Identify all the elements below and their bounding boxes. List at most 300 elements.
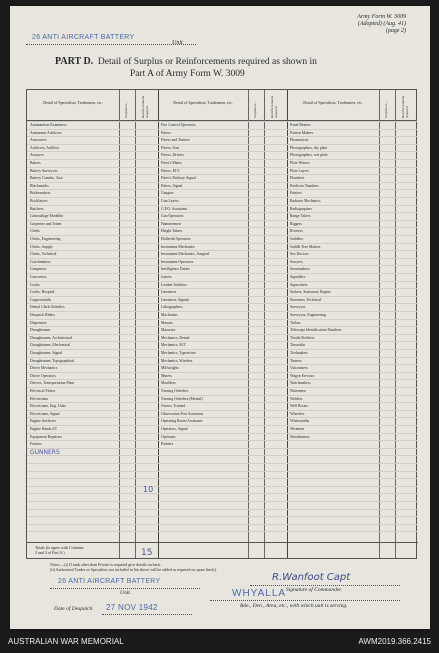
table-row (287, 493, 418, 501)
commander-signature: R.Wanfoot Capt (272, 572, 351, 583)
specialist-name: Electrical Fitters (30, 389, 56, 393)
table-row (287, 220, 418, 228)
table-row (158, 440, 289, 448)
specialist-name: Signwriters (290, 282, 308, 287)
table-row (27, 463, 158, 471)
table-row (27, 151, 158, 159)
table-row (158, 265, 289, 273)
reinf-header-1: Reinforcements required (141, 95, 149, 118)
specialist-name: Photographers, dry plate (290, 145, 328, 150)
table-row (158, 334, 289, 342)
table-row (158, 433, 289, 441)
specialist-name: Artificers, Artillery (30, 145, 60, 150)
specialists-table (26, 89, 417, 559)
specialist-name: Painters (161, 442, 174, 447)
specialist-name: Joiners (161, 275, 172, 279)
table-row (27, 448, 158, 456)
table-row (287, 265, 418, 273)
specialist-name: Draughtsmen, Architectural (30, 335, 73, 340)
specialist-name: Masseurs (161, 328, 176, 333)
specialist-name: Photographers, wet plate (290, 153, 328, 158)
table-row (27, 387, 158, 395)
table-row (27, 220, 158, 228)
table-row (287, 151, 418, 159)
table-row (287, 349, 418, 357)
specialist-name: Storemen, Technical (290, 297, 322, 302)
specialist-name: Despatch Riders (30, 313, 55, 317)
specialist-name: Clerks, Supply (30, 244, 53, 249)
table-row (158, 372, 289, 380)
specialist-name: Masons (161, 320, 173, 325)
gunners-count: 10 (143, 485, 154, 494)
specialist-name: Linesmen, Signals (161, 297, 190, 302)
table-row (287, 471, 418, 479)
table-row (27, 281, 158, 289)
table-row (158, 212, 289, 220)
table-row (287, 455, 418, 463)
table-row (287, 205, 418, 213)
table-row (158, 387, 289, 395)
table-row (27, 501, 158, 509)
specialist-name: Carpenter and Joiner (30, 221, 62, 226)
table-row (287, 144, 418, 152)
specialist-name: Welders (290, 396, 303, 401)
table-row (287, 440, 418, 448)
specialist-name: Tailors (290, 320, 301, 325)
table-row (27, 341, 158, 349)
table-row (287, 516, 418, 524)
specialist-name: Hollerith Operators (161, 237, 191, 241)
specialist-name: Fitters, M.V. (161, 168, 181, 173)
table-row (287, 417, 418, 425)
specialist-name: Plate Writers (290, 161, 310, 165)
table-row (287, 121, 418, 129)
specialist-name: Millwrights (161, 366, 179, 371)
specialist-name: Cooks (30, 282, 40, 287)
specialist-name: Armourers (30, 138, 47, 143)
table-row (158, 258, 289, 266)
table-row (27, 311, 158, 319)
specialist-name: Textile Refitters (290, 335, 315, 340)
table-row (287, 463, 418, 471)
specialist-name: Fitters, Signal (161, 183, 183, 188)
table-row (287, 243, 418, 251)
specialist-name: Saddlers (290, 237, 304, 241)
table-row (27, 364, 158, 372)
specialist-name: Operators, Signal (161, 427, 188, 431)
table-row (158, 129, 289, 137)
table-row (158, 364, 289, 372)
specialist-name: Engine Artificers (30, 419, 57, 424)
specialist-name: Assayers (30, 153, 44, 158)
specialist-name: Electricians (30, 396, 48, 401)
table-row (287, 379, 418, 387)
specialist-name: Engine Hands I/C (30, 427, 58, 431)
detail-header-1: Detail of Specialists, Tradesmen, etc. (43, 100, 103, 105)
specialist-name: Mechanics, Typewriter (161, 351, 196, 355)
specialist-name: Hammermen (161, 221, 181, 226)
table-row (158, 516, 289, 524)
specialist-name: Bakers (30, 161, 41, 165)
specialist-name: Wheelers (290, 411, 305, 416)
unit-stamp: 26 ANTI AIRCRAFT BATTERY (32, 34, 135, 41)
specialist-name: Range Takers (290, 214, 311, 219)
table-row (287, 478, 418, 486)
specialist-name: Instrument Mechanics, Surgical (161, 252, 210, 257)
table-row (27, 357, 158, 365)
specialist-name: Fitter's Railway Signal (161, 176, 196, 181)
table-row (27, 493, 158, 501)
specialist-name: Dispensers (30, 320, 47, 325)
table-row (27, 235, 158, 243)
table-row (287, 501, 418, 509)
table-row (287, 433, 418, 441)
table-row (27, 524, 158, 532)
table-row (158, 167, 289, 175)
specialist-name: Battery Comdrs. Asst. (30, 176, 64, 181)
specialist-name: Tinsmiths (290, 343, 306, 348)
specialist-name: Nursing Orderlies (161, 389, 189, 393)
table-row (27, 182, 158, 190)
specialist-name: Cooks, Hospital (30, 290, 55, 295)
bottom-unit-stamp: 26 ANTI AIRCRAFT BATTERY (58, 578, 161, 585)
specialist-name: Intelligence Duties (161, 267, 190, 272)
table-row (287, 395, 418, 403)
specialist-name: Coachmakers (30, 259, 51, 264)
table-row (287, 273, 418, 281)
table-row (158, 281, 289, 289)
specialist-name: Draughtsmen (30, 328, 51, 333)
specialist-name: Clerks, Engineering (30, 237, 61, 241)
table-row (158, 174, 289, 182)
table-row (158, 326, 289, 334)
specialist-name: Instrument Mechanics (161, 244, 195, 249)
table-row (158, 493, 289, 501)
table-row (27, 167, 158, 175)
specialist-name: Saddle Tree Makers (290, 244, 321, 249)
table-row (158, 524, 289, 532)
table-row (158, 395, 289, 403)
specialist-name: Riggers (290, 221, 302, 226)
signature-label: Signature of Commander. (286, 587, 343, 593)
specialist-name: Dental Clerk Orderlies (30, 305, 65, 310)
specialist-name: Linesmen (161, 290, 176, 295)
table-row (27, 471, 158, 479)
table-row (287, 212, 418, 220)
specialist-name: Watermen (290, 389, 306, 393)
table-row (287, 357, 418, 365)
table-row (158, 455, 289, 463)
area-label: Bde., Den., Area, etc., with which unit is serving. (240, 603, 348, 609)
reinf-header-3: Reinforcements required (401, 95, 409, 118)
table-row (287, 531, 418, 539)
table-row (27, 136, 158, 144)
specialist-name: Instrument Operators (161, 259, 194, 264)
table-row (27, 121, 158, 129)
form-reference: Army Form W. 3009 (Adopted) (Aug. 41) (page 2) (357, 14, 406, 34)
table-row (158, 357, 289, 365)
table-row (27, 197, 158, 205)
table-row (158, 531, 289, 539)
table-row (27, 227, 158, 235)
table-row (287, 334, 418, 342)
specialist-name: Height Takers (161, 229, 183, 234)
table-row (158, 478, 289, 486)
table-row (158, 205, 289, 213)
form-notes: Notes.—(i) If rank other than Private is required give details on back. (ii) Authorized Trades or Specialists not included in list above will be added as required on spare line(s). (50, 562, 218, 572)
specialist-name: Stonemakers (290, 267, 310, 272)
table-row (158, 471, 289, 479)
area-stamp: WHYALLA (232, 588, 287, 599)
specialist-name: Mechanics, Dental (161, 335, 190, 340)
specialist-name: Equipment Repairers (30, 434, 63, 439)
table-row (27, 296, 158, 304)
table-row (158, 410, 289, 418)
table-row (287, 129, 418, 137)
table-row (27, 273, 158, 281)
specialist-name: Lithographers (161, 305, 183, 310)
specialist-name: Telescope Identification Numbers (290, 328, 342, 333)
specialist-name: Clerks, Technical (30, 252, 57, 257)
specialist-name: Fitters (161, 130, 171, 135)
table-row (158, 220, 289, 228)
table-row (287, 281, 418, 289)
table-row (27, 486, 158, 494)
specialist-name: Boilermakers (30, 191, 51, 196)
table-row (287, 227, 418, 235)
specialist-name: Driver Operators (30, 373, 56, 378)
specialist-name: Nurses, Trained (161, 404, 186, 409)
specialist-name: G.P.O. Assistants (161, 206, 188, 211)
table-row (27, 243, 158, 251)
table-row (287, 341, 418, 349)
specialist-name: Concreters (30, 275, 47, 279)
table-row (158, 288, 289, 296)
specialist-name: GUNNERS (30, 448, 60, 456)
table-row (287, 258, 418, 266)
table-row (27, 319, 158, 327)
table-row (287, 402, 418, 410)
specialist-name: Panel Beaters (290, 123, 311, 127)
table-row (27, 349, 158, 357)
specialist-name: Miners (161, 373, 172, 378)
specialist-name: Plate Layers (290, 168, 309, 173)
table-row (287, 288, 418, 296)
surplus-header-3: Surplus to... (384, 101, 388, 118)
table-row (158, 486, 289, 494)
caption-right: AWM2019.366.2415 (358, 637, 431, 646)
specialist-name: Fitters, Gun (161, 145, 180, 150)
table-row (158, 509, 289, 517)
table-row (27, 288, 158, 296)
specialist-name: Gun Operators (161, 214, 184, 219)
specialist-name: Gun Layers (161, 199, 179, 203)
table-row (158, 235, 289, 243)
table-row (158, 159, 289, 167)
table-row (287, 509, 418, 517)
table-row (27, 144, 158, 152)
specialist-name: Pharmacists (290, 138, 309, 143)
table-row (27, 410, 158, 418)
table-row (27, 250, 158, 258)
table-row (27, 433, 158, 441)
table-row (27, 417, 158, 425)
specialist-name: Blacksmiths (30, 183, 49, 188)
specialist-name: Driver Mechanics (30, 366, 58, 371)
table-row (27, 425, 158, 433)
table-row (158, 341, 289, 349)
table-row (287, 303, 418, 311)
form-title: PART D. Detail of Surplus or Reinforcements required as shown in (55, 56, 317, 67)
table-row (158, 136, 289, 144)
table-row (27, 395, 158, 403)
specialist-name: Butchers (30, 206, 44, 211)
table-row (158, 402, 289, 410)
specialist-name: Electricians, Signal (30, 411, 60, 416)
specialist-name: Camouflage Modeller (30, 214, 64, 219)
table-row (287, 311, 418, 319)
form-page (10, 6, 430, 629)
table-row (158, 425, 289, 433)
specialist-name: Plumbers (290, 176, 305, 181)
specialist-name: Nursing Orderlies (Mental) (161, 396, 203, 401)
table-row (27, 205, 158, 213)
specialist-name: Opticians (161, 434, 176, 439)
specialist-name: Draughtsmen, Signal (30, 351, 63, 355)
specialist-name: Clerks (30, 229, 40, 234)
table-row (158, 417, 289, 425)
caption-left: AUSTRALIAN WAR MEMORIAL (8, 637, 124, 646)
table-row (287, 235, 418, 243)
table-row (158, 501, 289, 509)
specialist-name: Predictor Numbers (290, 183, 319, 188)
table-row (158, 121, 289, 129)
table-row (287, 136, 418, 144)
table-row (287, 159, 418, 167)
table-row (27, 265, 158, 273)
table-row (27, 258, 158, 266)
specialist-name: Draughtsmen, Mechanical (30, 343, 71, 348)
table-row (287, 326, 418, 334)
specialist-name: Operating Room Assistants (161, 419, 203, 424)
specialist-name: Watchmakers (290, 381, 311, 386)
specialist-name: Wagon Erectors (290, 373, 315, 378)
specialist-name: Printers (290, 191, 302, 196)
table-row (287, 448, 418, 456)
table-row (158, 227, 289, 235)
table-row (287, 372, 418, 380)
detail-header-2: Detail of Specialists, Tradesmen, etc. (173, 100, 233, 105)
table-row (27, 455, 158, 463)
specialist-name: Mechanics, Wireless (161, 358, 193, 363)
table-row (287, 182, 418, 190)
specialist-name: Mechanics, M.T. (161, 343, 187, 348)
specialist-name: Drivers, Transportation Plant (30, 381, 75, 386)
specialist-name: Woodturners (290, 434, 310, 439)
specialist-name: Computers (30, 267, 47, 272)
specialist-name: Gaugers (161, 191, 174, 196)
table-row (287, 387, 418, 395)
specialist-name: Coppersmiths (30, 297, 52, 302)
table-row (27, 531, 158, 539)
surplus-header-2: Surplus to... (253, 101, 257, 118)
table-row (287, 319, 418, 327)
specialist-name: Farriers (30, 442, 42, 447)
specialist-name: Sawyers (290, 259, 303, 264)
table-row (287, 425, 418, 433)
table-row (158, 243, 289, 251)
unit-label: Unit (172, 40, 183, 46)
table-row (27, 334, 158, 342)
detail-header-3: Detail of Specialists, Tradesmen, etc. (303, 100, 363, 105)
table-row (158, 197, 289, 205)
specialist-name: Stokers, Stationary Engine (290, 290, 331, 295)
specialist-name: Turners (290, 358, 302, 363)
specialist-name: Bricklayers (30, 199, 48, 203)
table-row (27, 478, 158, 486)
table-row (287, 250, 418, 258)
table-row (287, 524, 418, 532)
table-row (27, 189, 158, 197)
table-row (27, 129, 158, 137)
table-row (158, 182, 289, 190)
date-label: Date of Despatch (54, 606, 93, 612)
table-row (27, 159, 158, 167)
table-row (158, 319, 289, 327)
specialist-name: Radiographers (290, 206, 313, 211)
table-row (158, 448, 289, 456)
specialist-name: Electricians, Eng. Units (30, 404, 67, 409)
table-row (27, 402, 158, 410)
table-row (287, 486, 418, 494)
totals-label: Totals (to agree with Columns 2 and 4 of Part A.) (35, 545, 84, 555)
specialist-name: Well Borers (290, 404, 309, 409)
table-row (287, 296, 418, 304)
specialist-name: Wiremen (290, 427, 304, 431)
specialist-name: Leather Stitchers (161, 282, 187, 287)
specialist-name: Fitters and Turners (161, 138, 190, 143)
form-subtitle: Part A of Army Form W. 3009 (130, 69, 245, 79)
specialist-name: Armament Artificers (30, 130, 62, 135)
specialist-name: Draughtsmen, Topographical (30, 358, 75, 363)
table-row (158, 379, 289, 387)
despatch-date: 27 NOV 1942 (106, 603, 158, 612)
surplus-header-1: Surplus to... (124, 101, 128, 118)
reinf-header-2: Reinforcements required (270, 95, 278, 118)
table-row (27, 509, 158, 517)
totals-value: 15 (141, 548, 153, 558)
specialist-name: Machinists (161, 313, 178, 317)
specialist-name: Fitters, Drivers (161, 153, 184, 158)
table-row (287, 189, 418, 197)
specialist-name: Toolmakers (290, 351, 308, 355)
specialist-name: Surveyors (290, 305, 306, 310)
table-row (27, 379, 158, 387)
specialist-name: Vulcanisers (290, 366, 308, 371)
specialist-name: Sex Doctors (290, 252, 309, 257)
table-row (158, 250, 289, 258)
specialist-name: Ammunition Examiners (30, 123, 67, 127)
specialist-name: Battery Surveyors (30, 168, 58, 173)
table-row (27, 516, 158, 524)
specialist-name: Fitter's Mates (161, 161, 182, 165)
specialist-name: Whitesmiths (290, 419, 310, 424)
specialist-name: Fire Control Operators (161, 123, 196, 127)
table-row (27, 372, 158, 380)
table-row (158, 303, 289, 311)
table-row (158, 296, 289, 304)
table-row (27, 212, 158, 220)
